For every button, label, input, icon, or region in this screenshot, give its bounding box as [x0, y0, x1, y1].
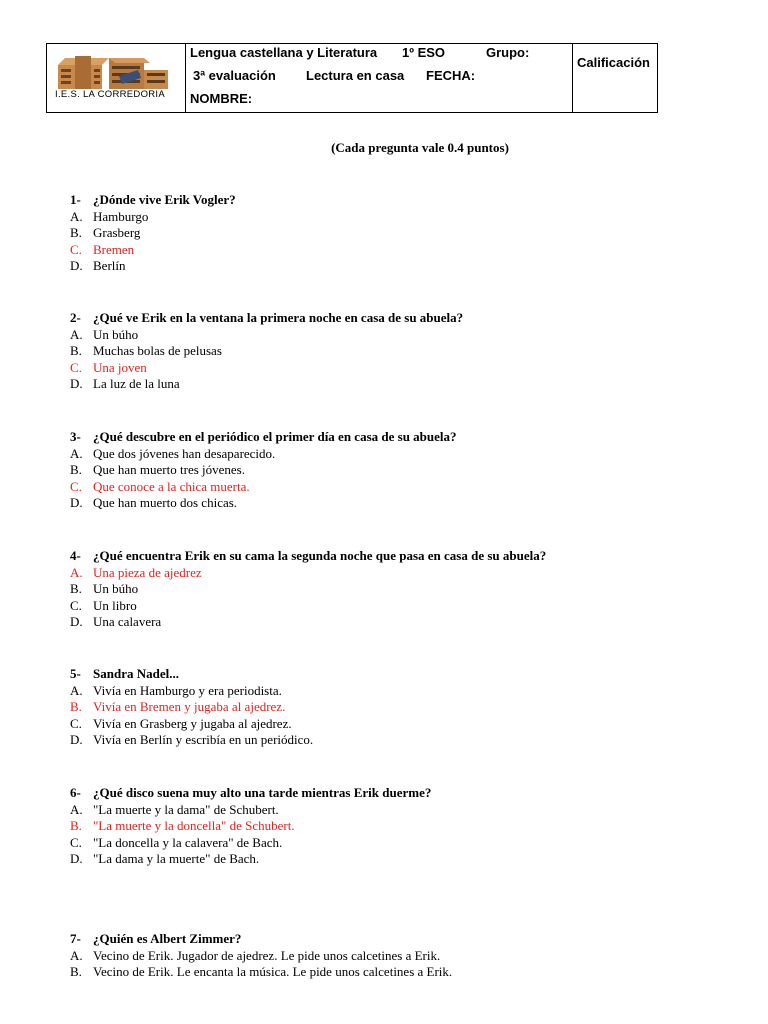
answer-option-correct	[70, 565, 546, 582]
answer-option	[70, 716, 313, 733]
option-letter: D.	[70, 258, 83, 274]
answer-option	[70, 835, 431, 852]
option-letter: B.	[70, 462, 82, 478]
exam-header	[46, 43, 658, 113]
question-text: Sandra Nadel...	[93, 666, 179, 681]
option-text: Que han muerto tres jóvenes.	[93, 462, 245, 478]
exam-info-cell	[186, 44, 573, 112]
question-title	[70, 310, 463, 327]
question-title	[70, 429, 457, 446]
question-number: 1-	[70, 192, 81, 207]
answer-option	[70, 851, 431, 868]
group-label: Grupo:	[486, 45, 530, 60]
option-text: Hamburgo	[93, 208, 149, 224]
answer-option	[70, 581, 546, 598]
option-letter: B.	[70, 581, 82, 597]
option-letter: B.	[70, 343, 82, 359]
option-letter: B.	[70, 699, 82, 715]
option-text: Un búho	[93, 326, 139, 342]
option-letter: B.	[70, 818, 82, 834]
option-text: Que dos jóvenes han desaparecido.	[93, 445, 276, 461]
question-text: ¿Dónde vive Erik Vogler?	[93, 192, 236, 207]
option-text: Que han muerto dos chicas.	[93, 495, 238, 511]
course-label: 1º ESO	[402, 45, 446, 60]
option-text: Una calavera	[93, 614, 162, 630]
evaluation-label: 3ª evaluación	[193, 68, 276, 83]
question-5	[70, 666, 313, 749]
answer-option	[70, 343, 463, 360]
option-text: "La doncella y la calavera" de Bach.	[93, 834, 283, 850]
option-letter: C.	[70, 597, 82, 613]
date-label: FECHA:	[426, 68, 476, 83]
option-text: Bremen	[93, 241, 135, 257]
option-text: Muchas bolas de pelusas	[93, 343, 222, 359]
option-text: Vivía en Hamburgo y era periodista.	[93, 682, 282, 698]
question-number: 6-	[70, 785, 81, 800]
scoring-note: (Cada pregunta vale 0.4 puntos)	[331, 140, 509, 155]
question-4	[70, 548, 546, 631]
answer-option-correct	[70, 479, 457, 496]
answer-option	[70, 683, 313, 700]
answer-option	[70, 209, 236, 226]
option-letter: A.	[70, 947, 83, 963]
answer-option	[70, 964, 452, 981]
answer-option	[70, 462, 457, 479]
option-text: La luz de la luna	[93, 376, 180, 392]
option-letter: A.	[70, 208, 83, 224]
option-letter: D.	[70, 495, 83, 511]
answer-option	[70, 598, 546, 615]
question-6	[70, 785, 431, 868]
question-3	[70, 429, 457, 512]
question-7	[70, 931, 452, 981]
question-title	[70, 548, 546, 565]
option-letter: B.	[70, 964, 82, 980]
answer-option	[70, 802, 431, 819]
activity-label: Lectura en casa	[306, 68, 405, 83]
option-text: Berlín	[93, 258, 126, 274]
question-1	[70, 192, 236, 275]
option-text: Vivía en Grasberg y jugaba al ajedrez.	[93, 715, 292, 731]
option-letter: A.	[70, 801, 83, 817]
answer-option	[70, 258, 236, 275]
option-text: Un libro	[93, 597, 137, 613]
option-text: Una pieza de ajedrez	[93, 564, 202, 580]
answer-option	[70, 732, 313, 749]
subject-label: Lengua castellana y Literatura	[190, 45, 378, 60]
question-2	[70, 310, 463, 393]
option-letter: D.	[70, 376, 83, 392]
answer-option	[70, 495, 457, 512]
answer-option	[70, 614, 546, 631]
question-number: 2-	[70, 310, 81, 325]
option-letter: C.	[70, 834, 82, 850]
grade-label: Calificación	[577, 55, 650, 70]
question-text: ¿Qué descubre en el periódico el primer día en casa de su abuela?	[93, 429, 457, 444]
question-title	[70, 785, 431, 802]
question-number: 4-	[70, 548, 81, 563]
option-text: Vivía en Berlín y escribía en un periódico.	[93, 732, 314, 748]
question-number: 3-	[70, 429, 81, 444]
answer-option	[70, 446, 457, 463]
option-letter: A.	[70, 445, 83, 461]
option-text: Vecino de Erik. Le encanta la música. Le pide unos calcetines a Erik.	[93, 964, 453, 980]
option-text: Que conoce a la chica muerta.	[93, 478, 250, 494]
option-letter: D.	[70, 614, 83, 630]
option-letter: A.	[70, 326, 83, 342]
question-number: 7-	[70, 931, 81, 946]
option-letter: A.	[70, 564, 83, 580]
option-text: Vecino de Erik. Jugador de ajedrez. Le pide unos calcetines a Erik.	[93, 947, 441, 963]
name-label: NOMBRE:	[190, 91, 253, 106]
answer-option	[70, 376, 463, 393]
school-building-logo	[47, 44, 185, 94]
school-logo-cell	[47, 44, 186, 112]
question-title	[70, 666, 313, 683]
option-letter: D.	[70, 851, 83, 867]
option-letter: B.	[70, 225, 82, 241]
answer-option-correct	[70, 818, 431, 835]
option-text: "La muerte y la dama" de Schubert.	[93, 801, 279, 817]
option-text: Una joven	[93, 359, 147, 375]
question-text: ¿Qué encuentra Erik en su cama la segunda noche que pasa en casa de su abuela?	[93, 548, 547, 563]
answer-option-correct	[70, 360, 463, 377]
question-text: ¿Quién es Albert Zimmer?	[93, 931, 242, 946]
option-letter: C.	[70, 478, 82, 494]
question-title	[70, 931, 452, 948]
option-letter: A.	[70, 682, 83, 698]
option-text: Un búho	[93, 581, 139, 597]
grade-cell	[573, 44, 657, 112]
school-name: I.E.S. LA CORREDORIA	[55, 89, 165, 100]
option-text: "La muerte y la doncella" de Schubert.	[93, 818, 295, 834]
answer-option	[70, 327, 463, 344]
option-letter: C.	[70, 715, 82, 731]
option-letter: C.	[70, 241, 82, 257]
option-text: "La dama y la muerte" de Bach.	[93, 851, 260, 867]
option-text: Vivía en Bremen y jugaba al ajedrez.	[93, 699, 286, 715]
answer-option	[70, 225, 236, 242]
option-letter: D.	[70, 732, 83, 748]
question-number: 5-	[70, 666, 81, 681]
question-text: ¿Qué disco suena muy alto una tarde mientras Erik duerme?	[93, 785, 432, 800]
question-text: ¿Qué ve Erik en la ventana la primera noche en casa de su abuela?	[93, 310, 464, 325]
option-text: Grasberg	[93, 225, 141, 241]
answer-option	[70, 948, 452, 965]
option-letter: C.	[70, 359, 82, 375]
question-title	[70, 192, 236, 209]
answer-option-correct	[70, 242, 236, 259]
answer-option-correct	[70, 699, 313, 716]
